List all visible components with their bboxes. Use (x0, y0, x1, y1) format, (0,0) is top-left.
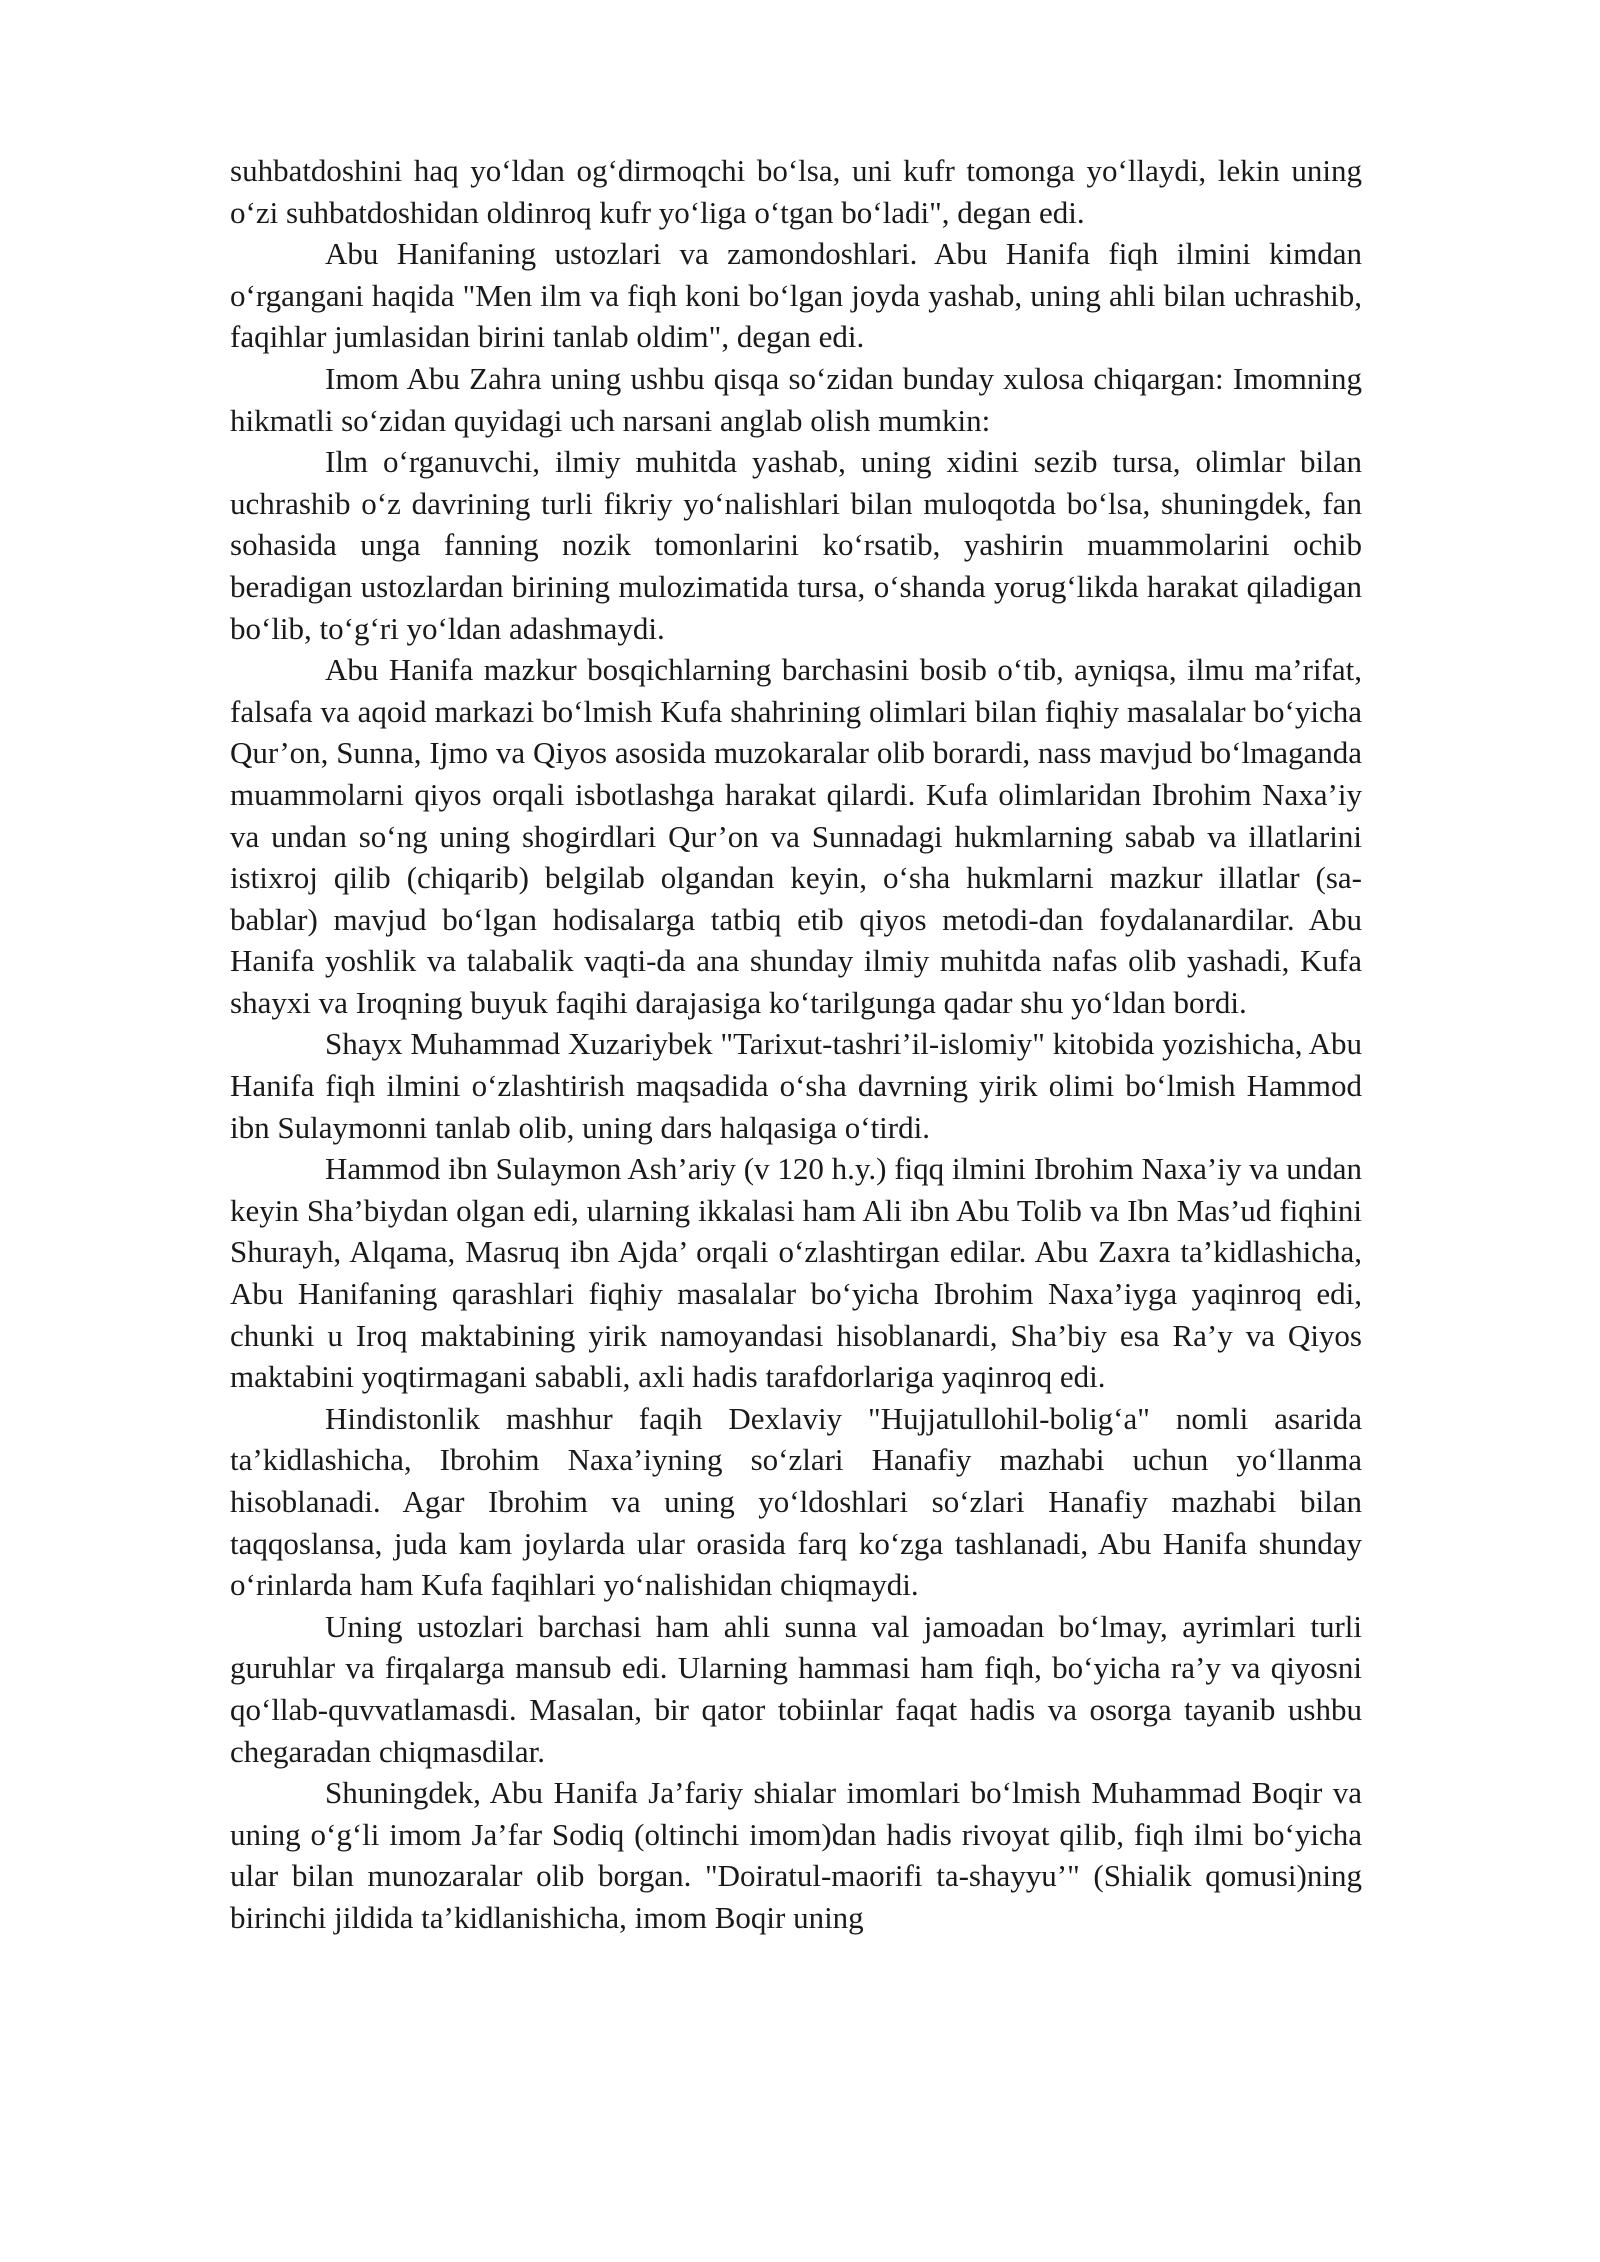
document-page (230, 150, 1362, 1939)
paragraph-10: Shuningdek, Abu Hanifa Ja’fariy shialar imomlari bo‘lmish Muhammad Boqir va uning o‘g‘li imom Ja’far Sodiq (oltinchi imom)dan hadis rivoyat qilib, fiqh ilmi bo‘yicha ular bilan munozaralar olib borgan. "Doiratul-maorifi ta-shayyu’" (Shialik qomusi)ning birinchi jildida ta’kidlanishicha, imom Boqir uning (230, 1775, 1362, 1935)
paragraph-4: Ilm o‘rganuvchi, ilmiy muhitda yashab, uning xidini sezib tursa, olimlar bilan uchrashib o‘z davrining turli fikriy yo‘nalishlari bilan muloqotda bo‘lsa, shuningdek, fan sohasida unga fanning nozik tomonlarini ko‘rsatib, yashirin muammolarini ochib beradigan ustozlardan birining mulozimatida tursa, o‘shanda yorug‘likda harakat qiladigan bo‘lib, to‘g‘ri yo‘ldan adashmaydi. (230, 444, 1362, 646)
paragraph-5: Abu Hanifa mazkur bosqichlarning barchasini bosib o‘tib, ayniqsa, ilmu ma’rifat, falsafa va aqoid markazi bo‘lmish Kufa shahrining olimlari bilan fiqhiy masalalar bo‘yicha Qur’on, Sunna, Ijmo va Qiyos asosida muzokaralar olib borardi, nass mavjud bo‘lmaganda muammolarni qiyos orqali isbotlashga harakat qilardi. Kufa olimlaridan Ibrohim Naxa’iy va undan so‘ng uning shogirdlari Qur’on va Sunnadagi hukmlarning sabab va illatlarini istixroj qilib (chiqarib) belgilab olgandan keyin, o‘sha hukmlarni mazkur illatlar (sa-bablar) mavjud bo‘lgan hodisalarga tatbiq etib qiyos metodi-dan foydalanardilar. Abu Hanifa yoshlik va talabalik vaqti-da ana shunday ilmiy muhitda nafas olib yashadi, Kufa shayxi va Iroqning buyuk faqihi darajasiga ko‘tarilgunga qadar shu yo‘ldan bordi. (230, 652, 1362, 1020)
paragraph-2: Abu Hanifaning ustozlari va zamondoshlari. Abu Hanifa fiqh ilmini kimdan o‘rgangani haqida "Men ilm va fiqh koni bo‘lgan joyda yashab, uning ahli bilan uchrashib, faqihlar jumlasidan birini tanlab oldim", degan edi. (230, 236, 1362, 355)
paragraph-1: suhbatdoshini haq yo‘ldan og‘dirmoqchi bo‘lsa, uni kufr tomonga yo‘llaydi, lekin uning o‘zi suhbatdoshidan oldinroq kufr yo‘liga o‘tgan bo‘ladi", degan edi. (230, 153, 1362, 230)
paragraph-3: Imom Abu Zahra uning ushbu qisqa so‘zidan bunday xulosa chiqargan: Imomning hikmatli so‘zidan quyidagi uch narsani anglab olish mumkin: (230, 360, 1362, 438)
paragraph-8: Hindistonlik mashhur faqih Dexlaviy "Hujjatullohil-bolig‘a" nomli asarida ta’kidlashicha, Ibrohim Naxa’iyning so‘zlari Hanafiy mazhabi uchun yo‘llanma hisoblanadi. Agar Ibrohim va uning yo‘ldoshlari so‘zlari Hanafiy mazhabi bilan taqqoslansa, juda kam joylarda ular orasida farq ko‘zga tashlanadi, Abu Hanifa shunday o‘rinlarda ham Kufa faqihlari yo‘nalishidan chiqmaydi. (230, 1400, 1362, 1603)
paragraph-9: Uning ustozlari barchasi ham ahli sunna val jamoadan bo‘lmay, ayrimlari turli guruhlar va firqalarga mansub edi. Ularning hammasi ham fiqh, bo‘yicha ra’y va qiyosni qo‘llab-quvvatlamasdi. Masalan, bir qator tobiinlar faqat hadis va osorga tayanib ushbu chegaradan chiqmasdilar. (230, 1608, 1362, 1769)
paragraph-6: Shayx Muhammad Xuzariybek "Tarixut-tashri’il-islomiy" kitobida yozishicha, Abu Hanifa fiqh ilmini o‘zlashtirish maqsadida o‘sha davrning yirik olimi bo‘lmish Hammod ibn Sulaymonni tanlab olib, uning dars halqasiga o‘tirdi. (230, 1026, 1362, 1145)
paragraph-7: Hammod ibn Sulaymon Ash’ariy (v 120 h.y.) fiqq ilmini Ibrohim Naxa’iy va undan keyin Sha’biydan olgan edi, ularning ikkalasi ham Ali ibn Abu Tolib va Ibn Mas’ud fiqhini Shurayh, Alqama, Masruq ibn Ajda’ orqali o‘zlashtirgan edilar. Abu Zaxra ta’kidlashicha, Abu Hanifaning qarashlari fiqhiy masalalar bo‘yicha Ibrohim Naxa’iyga yaqinroq edi, chunki u Iroq maktabining yirik namoyandasi hisoblanardi, Sha’biy esa Ra’y va Qiyos maktabini yoqtirmagani sababli, axli hadis tarafdorlariga yaqinroq edi. (230, 1151, 1362, 1395)
